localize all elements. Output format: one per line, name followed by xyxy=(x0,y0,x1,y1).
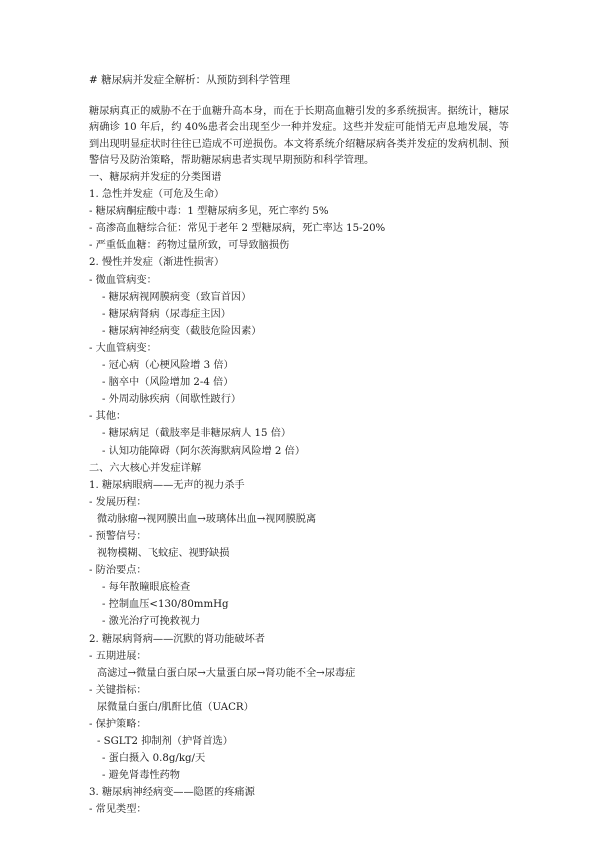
section-heading: 二、六大核心并发症详解 xyxy=(89,462,202,474)
list-item: - 糖尿病足（截肢率是非糖尿病人 15 倍） xyxy=(102,428,292,440)
document-title: # 糖尿病并发症全解析：从预防到科学管理 xyxy=(89,74,291,86)
list-item: - 关键指标： xyxy=(89,684,147,696)
list-item: - 糖尿病酮症酸中毒：1 型糖尿病多见，死亡率约 5% xyxy=(89,206,329,218)
outline-list xyxy=(89,169,509,819)
list-item: - 冠心病（心梗风险增 3 倍） xyxy=(102,360,234,372)
list-item: - 控制血压<130/80mmHg xyxy=(102,599,229,611)
list-item: - 保护策略： xyxy=(89,719,147,730)
list-item: - 常见类型： xyxy=(89,804,147,816)
list-item: - 认知功能障碍（阿尔茨海默病风险增 2 倍） xyxy=(102,445,306,457)
list-item: - 蛋白摄入 0.8g/kg/天 xyxy=(102,753,206,765)
list-item: - 高渗高血糖综合征：常见于老年 2 型糖尿病，死亡率达 15-20% xyxy=(89,223,386,235)
intro-paragraph: 糖尿病真正的威胁不在于血糖升高本身，而在于长期高血糖引发的多系统损害。据统计，糖尿病确诊 10 年后，约 40%患者会出现至少一种并发症。这些并发症可能悄无声息地发展，等到出现明显症状时往往已造成不可逆损伤。本文将系统介绍糖尿病各类并发症的发病机制、预警信号及防治策略，帮助糖尿病患者实现早期预防和科学管理。 xyxy=(89,106,509,167)
list-item: - 糖尿病视网膜病变（致盲首因） xyxy=(102,291,252,303)
list-item: - 每年散瞳眼底检查 xyxy=(102,582,191,594)
subsection-heading: 1. 急性并发症（可危及生命） xyxy=(89,189,225,201)
list-item: - 五期进展： xyxy=(89,650,147,662)
list-item: - SGLT2 抑制剂（护肾首选） xyxy=(97,736,233,748)
list-item: - 糖尿病神经病变（截肢危险因素） xyxy=(102,325,262,337)
list-item: - 其他： xyxy=(89,411,127,423)
list-item: - 预警信号： xyxy=(89,530,147,542)
list-item: 视物模糊、飞蚊症、视野缺损 xyxy=(97,548,230,560)
list-item: - 微血管病变： xyxy=(89,274,157,286)
list-item: - 激光治疗可挽救视力 xyxy=(102,616,201,628)
list-item: 高滤过→微量白蛋白尿→大量蛋白尿→肾功能不全→尿毒症 xyxy=(97,667,356,679)
subsection-heading: 2. 慢性并发症（渐进性损害） xyxy=(89,257,225,269)
list-item: - 脑卒中（风险增加 2-4 倍） xyxy=(102,377,234,389)
list-item: 尿微量白蛋白/肌酐比值（UACR） xyxy=(97,701,254,713)
subsection-heading: 2. 糖尿病肾病——沉默的肾功能破坏者 xyxy=(89,633,265,645)
list-item: - 避免肾毒性药物 xyxy=(102,770,180,782)
list-item: - 防治要点： xyxy=(89,565,147,577)
list-item: - 外周动脉疾病（间歇性跛行） xyxy=(102,394,242,406)
list-item: - 糖尿病肾病（尿毒症主因） xyxy=(102,308,231,320)
subsection-heading: 3. 糖尿病神经病变——隐匿的疼痛源 xyxy=(89,787,255,799)
list-item: - 发展历程： xyxy=(89,496,147,508)
list-item: 微动脉瘤→视网膜出血→玻璃体出血→视网膜脱离 xyxy=(97,513,317,525)
section-heading: 一、糖尿病并发症的分类图谱 xyxy=(89,172,222,183)
list-item: - 大血管病变： xyxy=(89,342,157,354)
list-item: - 严重低血糖：药物过量所致，可导致脑损伤 xyxy=(89,240,290,252)
subsection-heading: 1. 糖尿病眼病——无声的视力杀手 xyxy=(89,479,245,491)
